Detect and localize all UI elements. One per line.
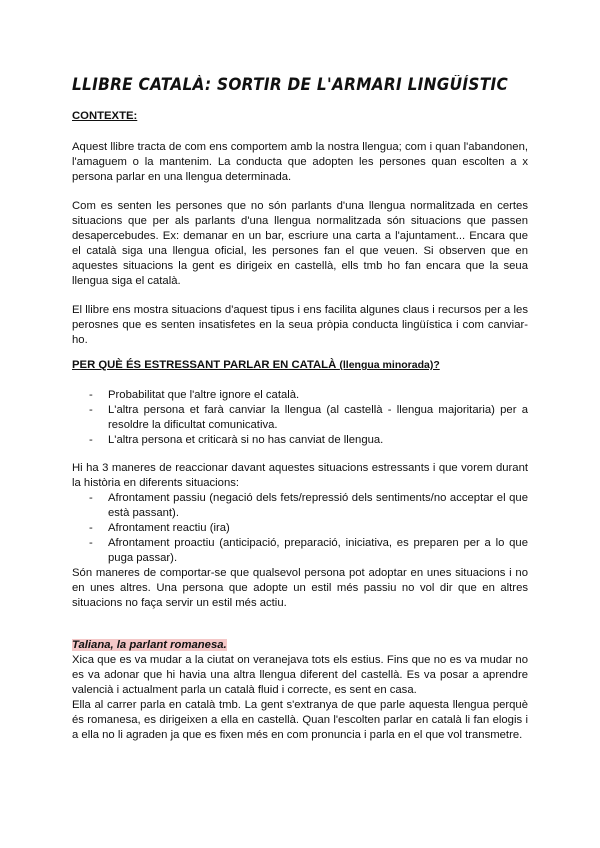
reactions-list (72, 491, 528, 566)
story-paragraph-1: Xica que es va mudar a la ciutat on veranejava tots els estius. Fins que no es va mudar no es va adonar que hi havia una altra llengua diferent del castellà. Es va posar a aprendre valencià i actualment parla un català fluid i correcte, es sent en casa. (72, 654, 528, 696)
reactions-block (72, 461, 528, 611)
section2-heading-suffix: (llengua minorada)? (339, 359, 440, 371)
list-item: - Probabilitat que l'altre ignore el català. (72, 388, 528, 403)
section2-heading-main: PER QUÈ ÉS ESTRESSANT PARLAR EN CATALÀ (72, 359, 340, 371)
list-item: - L'altra persona et criticarà si no has canviat de llengua. (72, 433, 528, 448)
list-item: - Afrontament passiu (negació dels fets/repressió dels sentiments/no acceptar el que està passant). (72, 491, 528, 521)
contexte-paragraph-2: Com es senten les persones que no són parlants d'una llengua normalitzada en certes situacions que per als parlants d'una llengua normalitzada són situacions que passen desapercebudes. Ex: demanar en un bar, escriure una carta a l'ajuntament... Encara que el català siga una llengua oficial, les persones fan el que veuen. Si observen que en aquestes situacions la gent es dirigeix en castellà, ells tmb ho fan encara que la seua llengua siga el català. (72, 200, 528, 287)
document-title: LLIBRE CATALÀ: SORTIR DE L'ARMARI LINGÜÍSTIC (72, 75, 509, 94)
list-item: - Afrontament reactiu (ira) (72, 521, 528, 536)
contexte-paragraph-1: Aquest llibre tracta de com ens comportem amb la nostra llengua; com i quan l'abandonen, l'amaguem o la mantenim. La conducta que adopten les persones quan escolten a x persona parlar en una llengua determinada. (72, 141, 528, 183)
reactions-intro: Hi ha 3 maneres de reaccionar davant aquestes situacions estressants i que vorem durant la història en diferents situacions: (72, 462, 528, 489)
list-item: - Afrontament proactiu (anticipació, preparació, iniciativa, es preparen per a lo que puga passar). (72, 536, 528, 566)
reactions-closing: Són maneres de comportar-se que qualsevol persona pot adoptar en unes situacions i no en unes altres. Una persona que adopte un estil més passiu no vol dir que en altres situacions no faça servir un estil més actiu. (72, 567, 528, 609)
contexte-heading: CONTEXTE: (72, 110, 138, 122)
stress-reasons-list (72, 388, 528, 448)
story-block (72, 638, 528, 743)
list-item: - L'altra persona et farà canviar la llengua (al castellà - llengua majoritaria) per a resoldre la dificultat comunicativa. (72, 403, 528, 433)
contexte-paragraph-3: El llibre ens mostra situacions d'aquest tipus i ens facilita algunes claus i recursos per a les perosnes que es senten insatisfetes en la seua pròpia conducta lingüística i com canviar-ho. (72, 304, 528, 346)
section2-heading (72, 359, 440, 371)
story-paragraph-2: Ella al carrer parla en català tmb. La gent s'extranya de que parle aquesta llengua perquè és romanesa, es dirigeixen a ella en castellà. Quan l'escolten parlar en català li fan elogis i a ella no li agraden ja que es fixen més en com pronuncia i parla en el que vol transmetre. (72, 699, 528, 741)
story-heading: Taliana, la parlant romanesa. (72, 639, 227, 651)
